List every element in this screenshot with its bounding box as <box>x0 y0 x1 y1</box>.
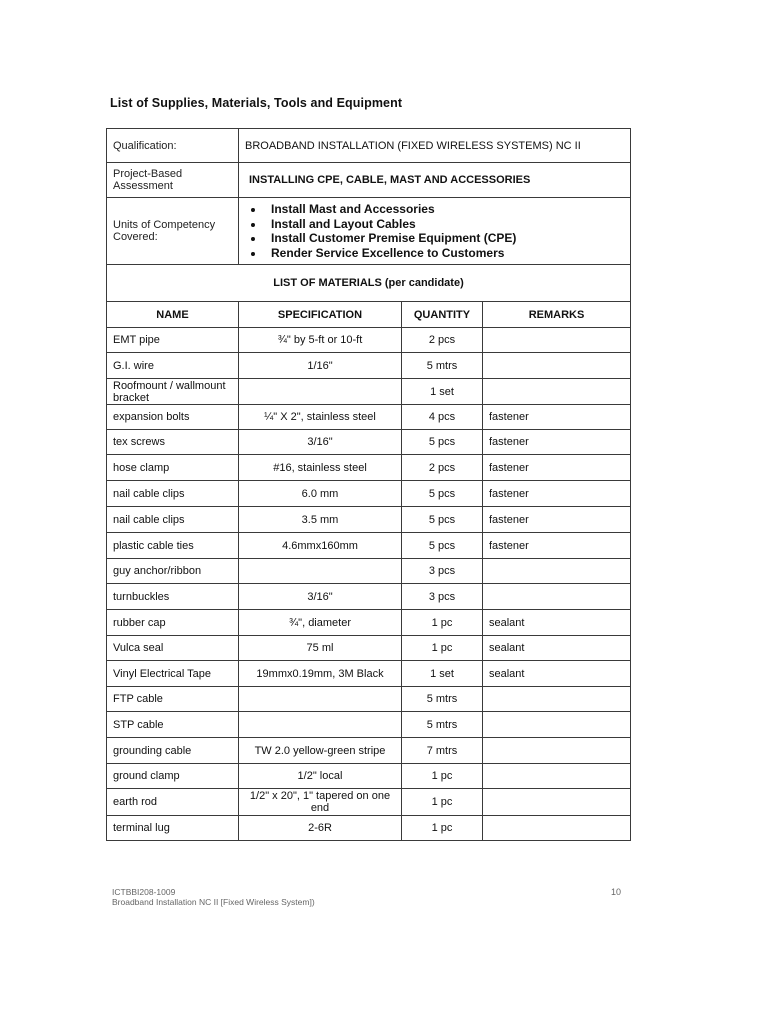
item-specification: ¼" X 2", stainless steel <box>239 405 402 430</box>
item-quantity: 2 pcs <box>402 328 483 353</box>
table-row <box>107 789 631 816</box>
table-row <box>107 712 631 738</box>
item-specification <box>239 379 402 405</box>
table-row <box>107 661 631 687</box>
item-name: STP cable <box>107 712 239 738</box>
project-row <box>107 163 631 198</box>
qualification-row <box>107 129 631 163</box>
item-name: Vulca seal <box>107 636 239 661</box>
item-quantity: 4 pcs <box>402 405 483 430</box>
table-row <box>107 507 631 533</box>
table-row <box>107 764 631 789</box>
item-quantity: 5 mtrs <box>402 712 483 738</box>
item-specification: 3/16" <box>239 430 402 455</box>
competency-list <box>245 202 624 260</box>
page-number: 10 <box>611 887 622 897</box>
item-name: G.I. wire <box>107 353 239 379</box>
item-specification: #16, stainless steel <box>239 455 402 481</box>
column-header-specification: SPECIFICATION <box>239 302 402 328</box>
item-remarks <box>483 712 631 738</box>
section-title: LIST OF MATERIALS (per candidate) <box>107 265 631 302</box>
column-header-quantity: QUANTITY <box>402 302 483 328</box>
item-quantity: 5 pcs <box>402 507 483 533</box>
item-name: Roofmount / wallmount bracket <box>107 379 239 405</box>
item-quantity: 1 pc <box>402 789 483 816</box>
item-name: tex screws <box>107 430 239 455</box>
competency-item: • Install Mast and Accessories <box>265 202 624 217</box>
item-remarks: sealant <box>483 610 631 636</box>
item-specification <box>239 559 402 584</box>
table-row <box>107 584 631 610</box>
table-row <box>107 533 631 559</box>
item-specification: 2-6R <box>239 816 402 841</box>
item-name: plastic cable ties <box>107 533 239 559</box>
item-name: grounding cable <box>107 738 239 764</box>
item-quantity: 1 pc <box>402 610 483 636</box>
item-specification: ¾" by 5-ft or 10-ft <box>239 328 402 353</box>
item-specification: 6.0 mm <box>239 481 402 507</box>
item-specification: 3.5 mm <box>239 507 402 533</box>
project-label: Project-Based Assessment <box>107 163 239 198</box>
table-row <box>107 636 631 661</box>
item-name: ground clamp <box>107 764 239 789</box>
item-specification: 3/16" <box>239 584 402 610</box>
item-remarks <box>483 353 631 379</box>
item-name: terminal lug <box>107 816 239 841</box>
item-remarks: fastener <box>483 533 631 559</box>
item-specification: 1/16" <box>239 353 402 379</box>
qualification-label: Qualification: <box>107 129 239 163</box>
item-name: turnbuckles <box>107 584 239 610</box>
competency-item: • Install Customer Premise Equipment (CPE) <box>265 231 624 246</box>
section-title-row <box>107 265 631 302</box>
column-header-name: NAME <box>107 302 239 328</box>
item-quantity: 2 pcs <box>402 455 483 481</box>
qualification-value: BROADBAND INSTALLATION (FIXED WIRELESS SYSTEMS) NC II <box>239 129 631 163</box>
item-name: expansion bolts <box>107 405 239 430</box>
table-row <box>107 353 631 379</box>
item-specification <box>239 687 402 712</box>
item-quantity: 1 set <box>402 661 483 687</box>
item-specification: 19mmx0.19mm, 3M Black <box>239 661 402 687</box>
table-row <box>107 430 631 455</box>
item-quantity: 5 mtrs <box>402 687 483 712</box>
item-specification: TW 2.0 yellow-green stripe <box>239 738 402 764</box>
item-remarks: fastener <box>483 455 631 481</box>
item-quantity: 5 pcs <box>402 481 483 507</box>
table-row <box>107 687 631 712</box>
item-specification: 75 ml <box>239 636 402 661</box>
item-remarks: sealant <box>483 636 631 661</box>
item-specification: ¾", diameter <box>239 610 402 636</box>
table-row <box>107 738 631 764</box>
table-row <box>107 405 631 430</box>
item-remarks <box>483 738 631 764</box>
doc-name: Broadband Installation NC II [Fixed Wireless System]) <box>112 897 315 907</box>
item-name: Vinyl Electrical Tape <box>107 661 239 687</box>
item-name: nail cable clips <box>107 481 239 507</box>
item-specification: 1/2" local <box>239 764 402 789</box>
item-name: earth rod <box>107 789 239 816</box>
table-row <box>107 610 631 636</box>
table-row <box>107 481 631 507</box>
table-row <box>107 328 631 353</box>
item-remarks: fastener <box>483 405 631 430</box>
item-remarks <box>483 764 631 789</box>
materials-table <box>106 128 631 841</box>
doc-code: ICTBBI208-1009 <box>112 887 176 897</box>
item-name: FTP cable <box>107 687 239 712</box>
column-header-remarks: REMARKS <box>483 302 631 328</box>
item-quantity: 1 pc <box>402 816 483 841</box>
item-remarks <box>483 379 631 405</box>
item-remarks <box>483 816 631 841</box>
item-name: guy anchor/ribbon <box>107 559 239 584</box>
item-remarks <box>483 687 631 712</box>
item-remarks: sealant <box>483 661 631 687</box>
units-cell <box>239 198 631 265</box>
item-name: EMT pipe <box>107 328 239 353</box>
table-row <box>107 379 631 405</box>
item-name: nail cable clips <box>107 507 239 533</box>
item-remarks <box>483 559 631 584</box>
units-label: Units of Competency Covered: <box>107 198 239 265</box>
footer <box>112 887 315 907</box>
item-quantity: 3 pcs <box>402 559 483 584</box>
table-row <box>107 816 631 841</box>
page-title: List of Supplies, Materials, Tools and Equipment <box>110 96 403 110</box>
item-quantity: 7 mtrs <box>402 738 483 764</box>
table-row <box>107 559 631 584</box>
item-quantity: 3 pcs <box>402 584 483 610</box>
column-header-row <box>107 302 631 328</box>
item-remarks <box>483 584 631 610</box>
item-quantity: 1 pc <box>402 764 483 789</box>
table-row <box>107 455 631 481</box>
item-specification <box>239 712 402 738</box>
item-name: rubber cap <box>107 610 239 636</box>
project-value: INSTALLING CPE, CABLE, MAST AND ACCESSORIES <box>239 163 631 198</box>
item-quantity: 5 pcs <box>402 533 483 559</box>
item-name: hose clamp <box>107 455 239 481</box>
item-quantity: 1 pc <box>402 636 483 661</box>
item-remarks: fastener <box>483 430 631 455</box>
item-remarks <box>483 328 631 353</box>
item-quantity: 1 set <box>402 379 483 405</box>
item-specification: 4.6mmx160mm <box>239 533 402 559</box>
competency-item: • Install and Layout Cables <box>265 217 624 232</box>
competency-item: • Render Service Excellence to Customers <box>265 246 624 261</box>
item-remarks <box>483 789 631 816</box>
item-quantity: 5 pcs <box>402 430 483 455</box>
item-quantity: 5 mtrs <box>402 353 483 379</box>
item-remarks: fastener <box>483 507 631 533</box>
item-remarks: fastener <box>483 481 631 507</box>
item-specification: 1/2" x 20", 1" tapered on one end <box>239 789 402 816</box>
units-row <box>107 198 631 265</box>
